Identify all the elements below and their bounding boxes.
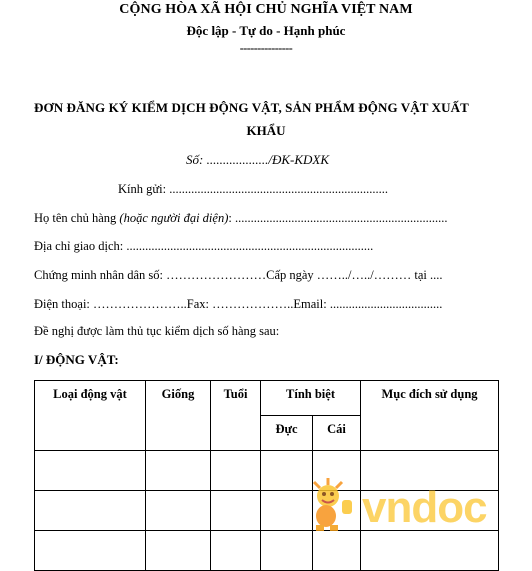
owner-name-dots: : .................................................................... bbox=[228, 211, 448, 225]
document-number: Số: .................../ĐK-KDXK bbox=[186, 152, 329, 167]
header-age: Tuổi bbox=[211, 381, 261, 451]
owner-name-note: (hoặc người đại diện) bbox=[119, 211, 229, 225]
header-female: Cái bbox=[313, 416, 361, 451]
national-motto: Độc lập - Tự do - Hạnh phúc bbox=[186, 23, 346, 38]
header-animal-type: Loại động vật bbox=[35, 381, 146, 451]
header-sex: Tính biệt bbox=[261, 381, 361, 416]
contact-line: Điện thoại: …………………..Fax: ………………..Email: .................................... bbox=[34, 297, 443, 311]
form-title: ĐƠN ĐĂNG KÝ KIỂM DỊCH ĐỘNG VẬT, SẢN PHẨM ĐỘNG VẬT XUẤT bbox=[34, 100, 469, 115]
logo-text: vndoc bbox=[362, 483, 487, 532]
request-line: Đề nghị được làm thủ tục kiểm dịch số hàng sau: bbox=[34, 324, 280, 338]
section-animals-title: I/ ĐỘNG VẬT: bbox=[34, 352, 119, 367]
header-purpose: Mục đích sử dụng bbox=[361, 381, 499, 451]
table-cell[interactable] bbox=[146, 491, 211, 531]
table-cell[interactable] bbox=[261, 531, 313, 571]
vndoc-watermark-logo bbox=[300, 470, 532, 532]
owner-name-line bbox=[34, 211, 447, 226]
form-title-continued: KHẨU bbox=[246, 123, 286, 138]
table-cell[interactable] bbox=[211, 451, 261, 491]
address-line: Địa chỉ giao dịch: ............................................................................... bbox=[34, 239, 374, 253]
table-cell[interactable] bbox=[313, 531, 361, 571]
table-cell[interactable] bbox=[35, 451, 146, 491]
table-row bbox=[35, 531, 499, 571]
table-cell[interactable] bbox=[361, 531, 499, 571]
header-male: Đực bbox=[261, 416, 313, 451]
id-card-line: Chứng minh nhân dân số: ……………………Cấp ngày ……../…../……… tại .... bbox=[34, 268, 443, 282]
table-cell[interactable] bbox=[35, 491, 146, 531]
table-cell[interactable] bbox=[146, 451, 211, 491]
header-divider: --------------- bbox=[239, 41, 293, 55]
table-cell[interactable] bbox=[211, 531, 261, 571]
national-title: CỘNG HÒA XÃ HỘI CHỦ NGHĨA VIỆT NAM bbox=[119, 2, 413, 17]
owner-name-label: Họ tên chủ hàng bbox=[34, 211, 120, 225]
recipient-line: Kính gửi: ...................................................................... bbox=[118, 182, 388, 196]
table-cell[interactable] bbox=[35, 531, 146, 571]
table-cell[interactable] bbox=[211, 491, 261, 531]
header-breed: Giống bbox=[146, 381, 211, 451]
mascot-icon bbox=[314, 478, 352, 531]
table-cell[interactable] bbox=[146, 531, 211, 571]
